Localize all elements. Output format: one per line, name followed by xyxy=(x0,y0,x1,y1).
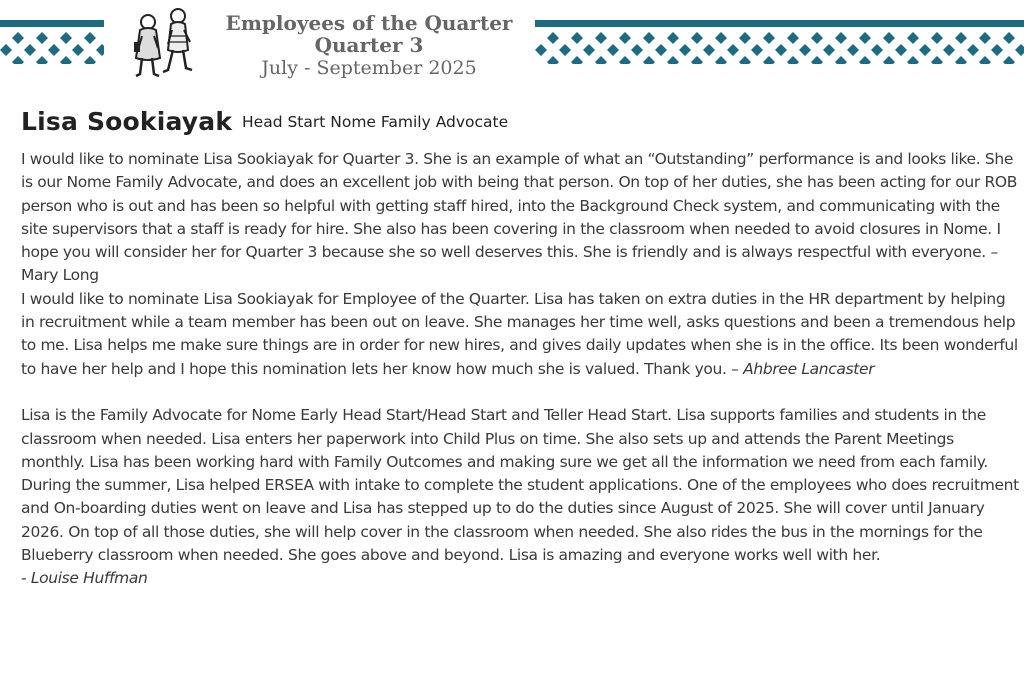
header-pattern-band-right xyxy=(535,20,1024,64)
nomination-signature: Ahbree Lancaster xyxy=(743,359,875,378)
nomination-text: Lisa is the Family Advocate for Nome Early Head Start/Head Start and Teller Head Start. Lisa supports families and students in the classroom when needed. Lisa enters her paperwork into Child Plus on time. She also sets up and attends the Parent Meetings monthly. Lisa has been working hard with Family Outcomes and making sure we get all the information we need from each family. During the summer, Lisa helped ERSEA with intake to complete the student applications. One of the employees who does recruitment and On-boarding duties went on leave and Lisa has stepped up to do the duties since August of 2025. She will cover until January 2026. On top of all those duties, she will help cover in the classroom when needed. She also rides the bus in the mornings for the Blueberry classroom when needed. She goes above and beyond. Lisa is amazing and everyone works well with her. xyxy=(21,406,1019,565)
nomination-text: I would like to nominate Lisa Sookiayak for Employee of the Quarter. Lisa has taken on extra duties in the HR department by helping in recruitment while a team member has been out on leave. She manages her time well, asks questions and been a tremendous help to me. Lisa helps me make sure things are in order for new hires, and gives daily updates when she is in the office. Its been wonderful to have her help and I hope this nomination lets her know how much she is valued. Thank you. – xyxy=(21,289,1018,378)
employee-name: Lisa Sookiayak xyxy=(21,107,233,136)
quarter-label: Quarter 3 xyxy=(314,33,424,57)
header-title-block xyxy=(205,12,533,80)
header-pattern-band-left xyxy=(0,20,104,64)
nomination-paragraph xyxy=(21,148,1021,288)
nomination-text: I would like to nominate Lisa Sookiayak for Quarter 3. She is an example of what an “Outstanding” performance is and looks like. She is our Nome Family Advocate, and does an excellent job with being that person. On top of her duties, she has been acting for our ROB person who is out and has been so helpful with getting staff hired, into the Background Check system, and communicating with the site supervisors that a staff is ready for hire. She also has been covering in the classroom when needed to avoid closures in Nome. I hope you will consider her for Quarter 3 because she so well deserves this. She is friendly and is always respectful with everyone. – Mary Long xyxy=(21,150,1018,285)
nomination-paragraph xyxy=(21,567,1021,590)
employee-role: Head Start Nome Family Advocate xyxy=(242,113,509,131)
period-label: July - September 2025 xyxy=(261,57,477,79)
nominations-body xyxy=(21,148,1021,591)
nomination-paragraph xyxy=(21,404,1021,567)
page-title: Employees of the Quarter xyxy=(225,11,513,35)
nomination-signature: - Louise Huffman xyxy=(21,569,148,588)
nomination-paragraph xyxy=(21,288,1021,381)
paragraph-spacer xyxy=(21,381,1021,404)
two-figures-walking-logo-icon xyxy=(128,6,198,82)
